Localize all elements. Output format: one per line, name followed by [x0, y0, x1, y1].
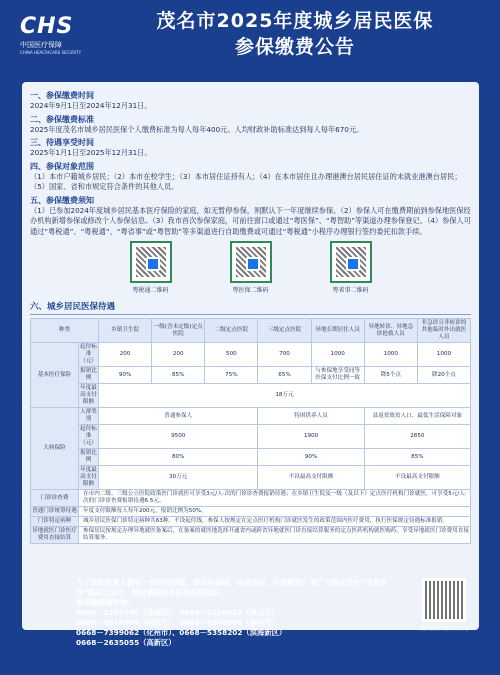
table-cell: 90%: [258, 449, 364, 466]
logo-subtitle-en: CHINA HEALTHCARE SECURITY: [20, 50, 82, 55]
table-head-cell: 二级定点医院: [205, 319, 258, 343]
footer-lead: 为了您和您家人拥有一份医疗保障，请及时参保、连续参保、不要断保！请广大群众关注“茂名医保”微信公众号，随时掌握茂名医保政策知识。: [76, 578, 388, 597]
table-cell: 9500: [99, 425, 258, 449]
title-line-1: 茂名市2025年度城乡居民医保: [156, 10, 434, 32]
table-row: [31, 425, 471, 449]
table-head-cell: 乡镇卫生院: [99, 319, 152, 343]
footer-text: [76, 578, 406, 648]
row-label: 门诊诊查费: [31, 490, 79, 507]
table-cell: 2850: [364, 425, 470, 449]
table-cell: 1000: [311, 343, 364, 367]
table-cell: 报销比例: [79, 449, 99, 466]
section-5-heading: 五、参保缴费须知: [30, 195, 94, 205]
table-cell: 降20个点: [417, 367, 470, 384]
table-head-cell: 异地转诊、异地急诊抢救人员: [364, 319, 417, 343]
qrcode-yueshengshi[interactable]: [324, 241, 378, 294]
qrcode-caption: 粤医保二维码: [232, 287, 269, 294]
logo-mark: CHS: [20, 14, 74, 39]
logo-subtitle: 中国医疗保障: [20, 41, 62, 49]
table-cell: 起付标准（元）: [79, 425, 99, 449]
row-label: 异地就医门诊医疗费用直接结算: [31, 527, 79, 544]
table-cell: 普通参保人: [99, 408, 258, 425]
table-cell: 200: [99, 343, 152, 367]
qrcode-caption: 粤省事二维码: [332, 287, 369, 294]
notice-card: [22, 82, 479, 630]
table-head-cell: 三级定点医院: [258, 319, 311, 343]
table-row: [31, 449, 471, 466]
qrcode-yueshuitong[interactable]: [124, 241, 178, 294]
table-cell: 起付标准（元）: [79, 343, 99, 367]
table-cell: 县返贫致贫人口、最低生活保障对象: [364, 408, 470, 425]
table-row: [31, 384, 471, 408]
benefits-heading: 六、城乡居民医保待遇: [30, 300, 471, 315]
row-label: 大病保险: [31, 408, 79, 490]
table-row: [31, 408, 471, 425]
table-cell: 85%: [364, 449, 470, 466]
table-row: [31, 466, 471, 490]
table-cell: 参保居民按规定办理异地就医备案后，在备案的就医地选择开通省内或跨省异地就医门诊直接结算服务的定点医药机构就医购药，享受异地就医门诊费用直接结算服务。: [79, 527, 471, 544]
wechat-qrcode-caption: 茂名医保微信公众号: [419, 626, 469, 632]
benefits-table: [30, 318, 471, 544]
table-cell: 500: [205, 343, 258, 367]
row-label: 普通门诊统筹待遇: [31, 507, 79, 517]
section-3-heading: 三、待遇享受时间: [30, 138, 94, 147]
table-row: [31, 490, 471, 507]
qrcode-icon: [130, 241, 172, 283]
footer: [22, 572, 479, 672]
table-head-cell: 种类: [31, 319, 99, 343]
section-4-heading: 四、参保对象范围: [30, 161, 94, 171]
table-cell: 与参保地享受同等医保支付比例一致: [311, 367, 364, 384]
qrcode-icon: [330, 241, 372, 283]
table-cell: 1900: [258, 425, 364, 449]
table-head-cell: 非急诊且非转诊的其他临时外出就医人员: [417, 319, 470, 343]
table-cell: 年度支付限额每人每年200元，报销比例为50%。: [79, 507, 471, 517]
table-row: [31, 507, 471, 517]
section-2-text: 2025年度茂名市城乡居民医保个人缴费标准为每人每年400元。人均财政补助标准达到每人每年670元。: [30, 124, 364, 134]
qrcode-icon: [422, 578, 466, 622]
table-cell: 年度最高支付限额: [79, 466, 99, 490]
section-1-heading: 一、参保缴费时间: [30, 91, 94, 100]
table-cell: 90%: [99, 367, 152, 384]
hotline-title: 参保缴费请咨询：: [76, 598, 135, 607]
qrcode-yueyibao[interactable]: [224, 241, 278, 294]
qrcode-row: [30, 241, 471, 294]
table-cell: 700: [258, 343, 311, 367]
hotline-item: 0668－7399062（化州市）、0668－5358202（滨海新区）: [76, 628, 287, 637]
section-1-text: 2024年9月1日至2024年12月31日。: [30, 101, 152, 110]
table-head-cell: 一级(含未定级)定点医院: [152, 319, 205, 343]
table-cell: 降5个点: [364, 367, 417, 384]
qrcode-icon: [230, 241, 272, 283]
table-cell: 30万元: [99, 466, 258, 490]
table-row: [31, 517, 471, 527]
row-label: 基本医疗保险: [31, 343, 79, 408]
table-cell: 城乡居民医保门诊特定病种共63种。不设起付线，参保人按规定在定点医疗机构门诊就医发生的政策范围内医疗费用，执行医保规定待遇标准报销。: [79, 517, 471, 527]
table-cell: 75%: [205, 367, 258, 384]
header: [0, 0, 500, 76]
title-line-2: 参保缴费公告: [234, 36, 355, 58]
table-cell: 报销比例: [79, 367, 99, 384]
qrcode-caption: 粤税通二维码: [132, 287, 169, 294]
table-head-cell: 异地长期居住人员: [311, 319, 364, 343]
hotline-item: 0668－8816869（信宜市）、0668－6676909（高州市）: [76, 618, 279, 627]
section-3-text: 2025年1月1日至2025年12月31日。: [30, 148, 152, 157]
table-row: [31, 527, 471, 544]
page-title: [100, 8, 490, 60]
table-cell: 不设最高支付限额: [364, 466, 470, 490]
table-row: [31, 343, 471, 367]
table-cell: 80%: [99, 449, 258, 466]
table-cell: 18万元: [99, 384, 471, 408]
table-cell: 65%: [258, 367, 311, 384]
benefits-section: [22, 300, 479, 544]
table-cell: 85%: [152, 367, 205, 384]
table-cell: 在市内二级、三级公立医院政策医门诊就医可享受3元/人·次的门诊诊查费报销待遇；在乡镇卫生院及一级（及以下）定点医疗机构门诊就医，可享受5元/人·次的门诊诊查费报销待遇6.5元。: [79, 490, 471, 507]
table-cell: 年度最高支付限额: [79, 384, 99, 408]
table-row: [31, 367, 471, 384]
table-cell: 不设最高支付限额: [258, 466, 364, 490]
hotline-item: 0668－2635055（高新区）: [76, 638, 176, 647]
section-4-text: （1）本市户籍城乡居民；（2）本市在校学生；（3）本市居住证持有人；（4）在本市居住且办理港澳台居民居住证的未就业港澳台居民；（5）国家、省和市规定符合条件的其他人员。: [30, 171, 462, 191]
table-cell: 1000: [364, 343, 417, 367]
table-row: [31, 319, 471, 343]
wechat-qrcode[interactable]: [415, 578, 473, 632]
chs-logo: [20, 14, 92, 55]
section-5-text: （1）已参加2024年度城乡居民基本医疗保险的家庭，如无暂停参保，则默认下一年度继续参保。（2）参保人可在缴费期前到参保地医保经办机构新增参保或修改个人参保信息。（3）我市首次参保家庭，可前往窗口或通过“粤医保”、“粤智助”等渠道办理参保登记。（4）参保人可通过“粤税通”、“粤税通”、“粤省事”或“粤智助”等多渠道进行自助缴费或可通过“粤税通”小程序办理银行签约委托扣款手续。: [30, 205, 471, 236]
table-cell: 200: [152, 343, 205, 367]
table-cell: 1000: [417, 343, 470, 367]
table-cell: 特困供养人员: [258, 408, 364, 425]
row-label: 门诊特定病种: [31, 517, 79, 527]
hotline-item: 0668－2155790（茂南区）、0668－5118023（电白区）: [76, 608, 279, 617]
section-2-heading: 二、参保缴费标准: [30, 114, 94, 124]
table-cell: 人群类别: [79, 408, 99, 425]
